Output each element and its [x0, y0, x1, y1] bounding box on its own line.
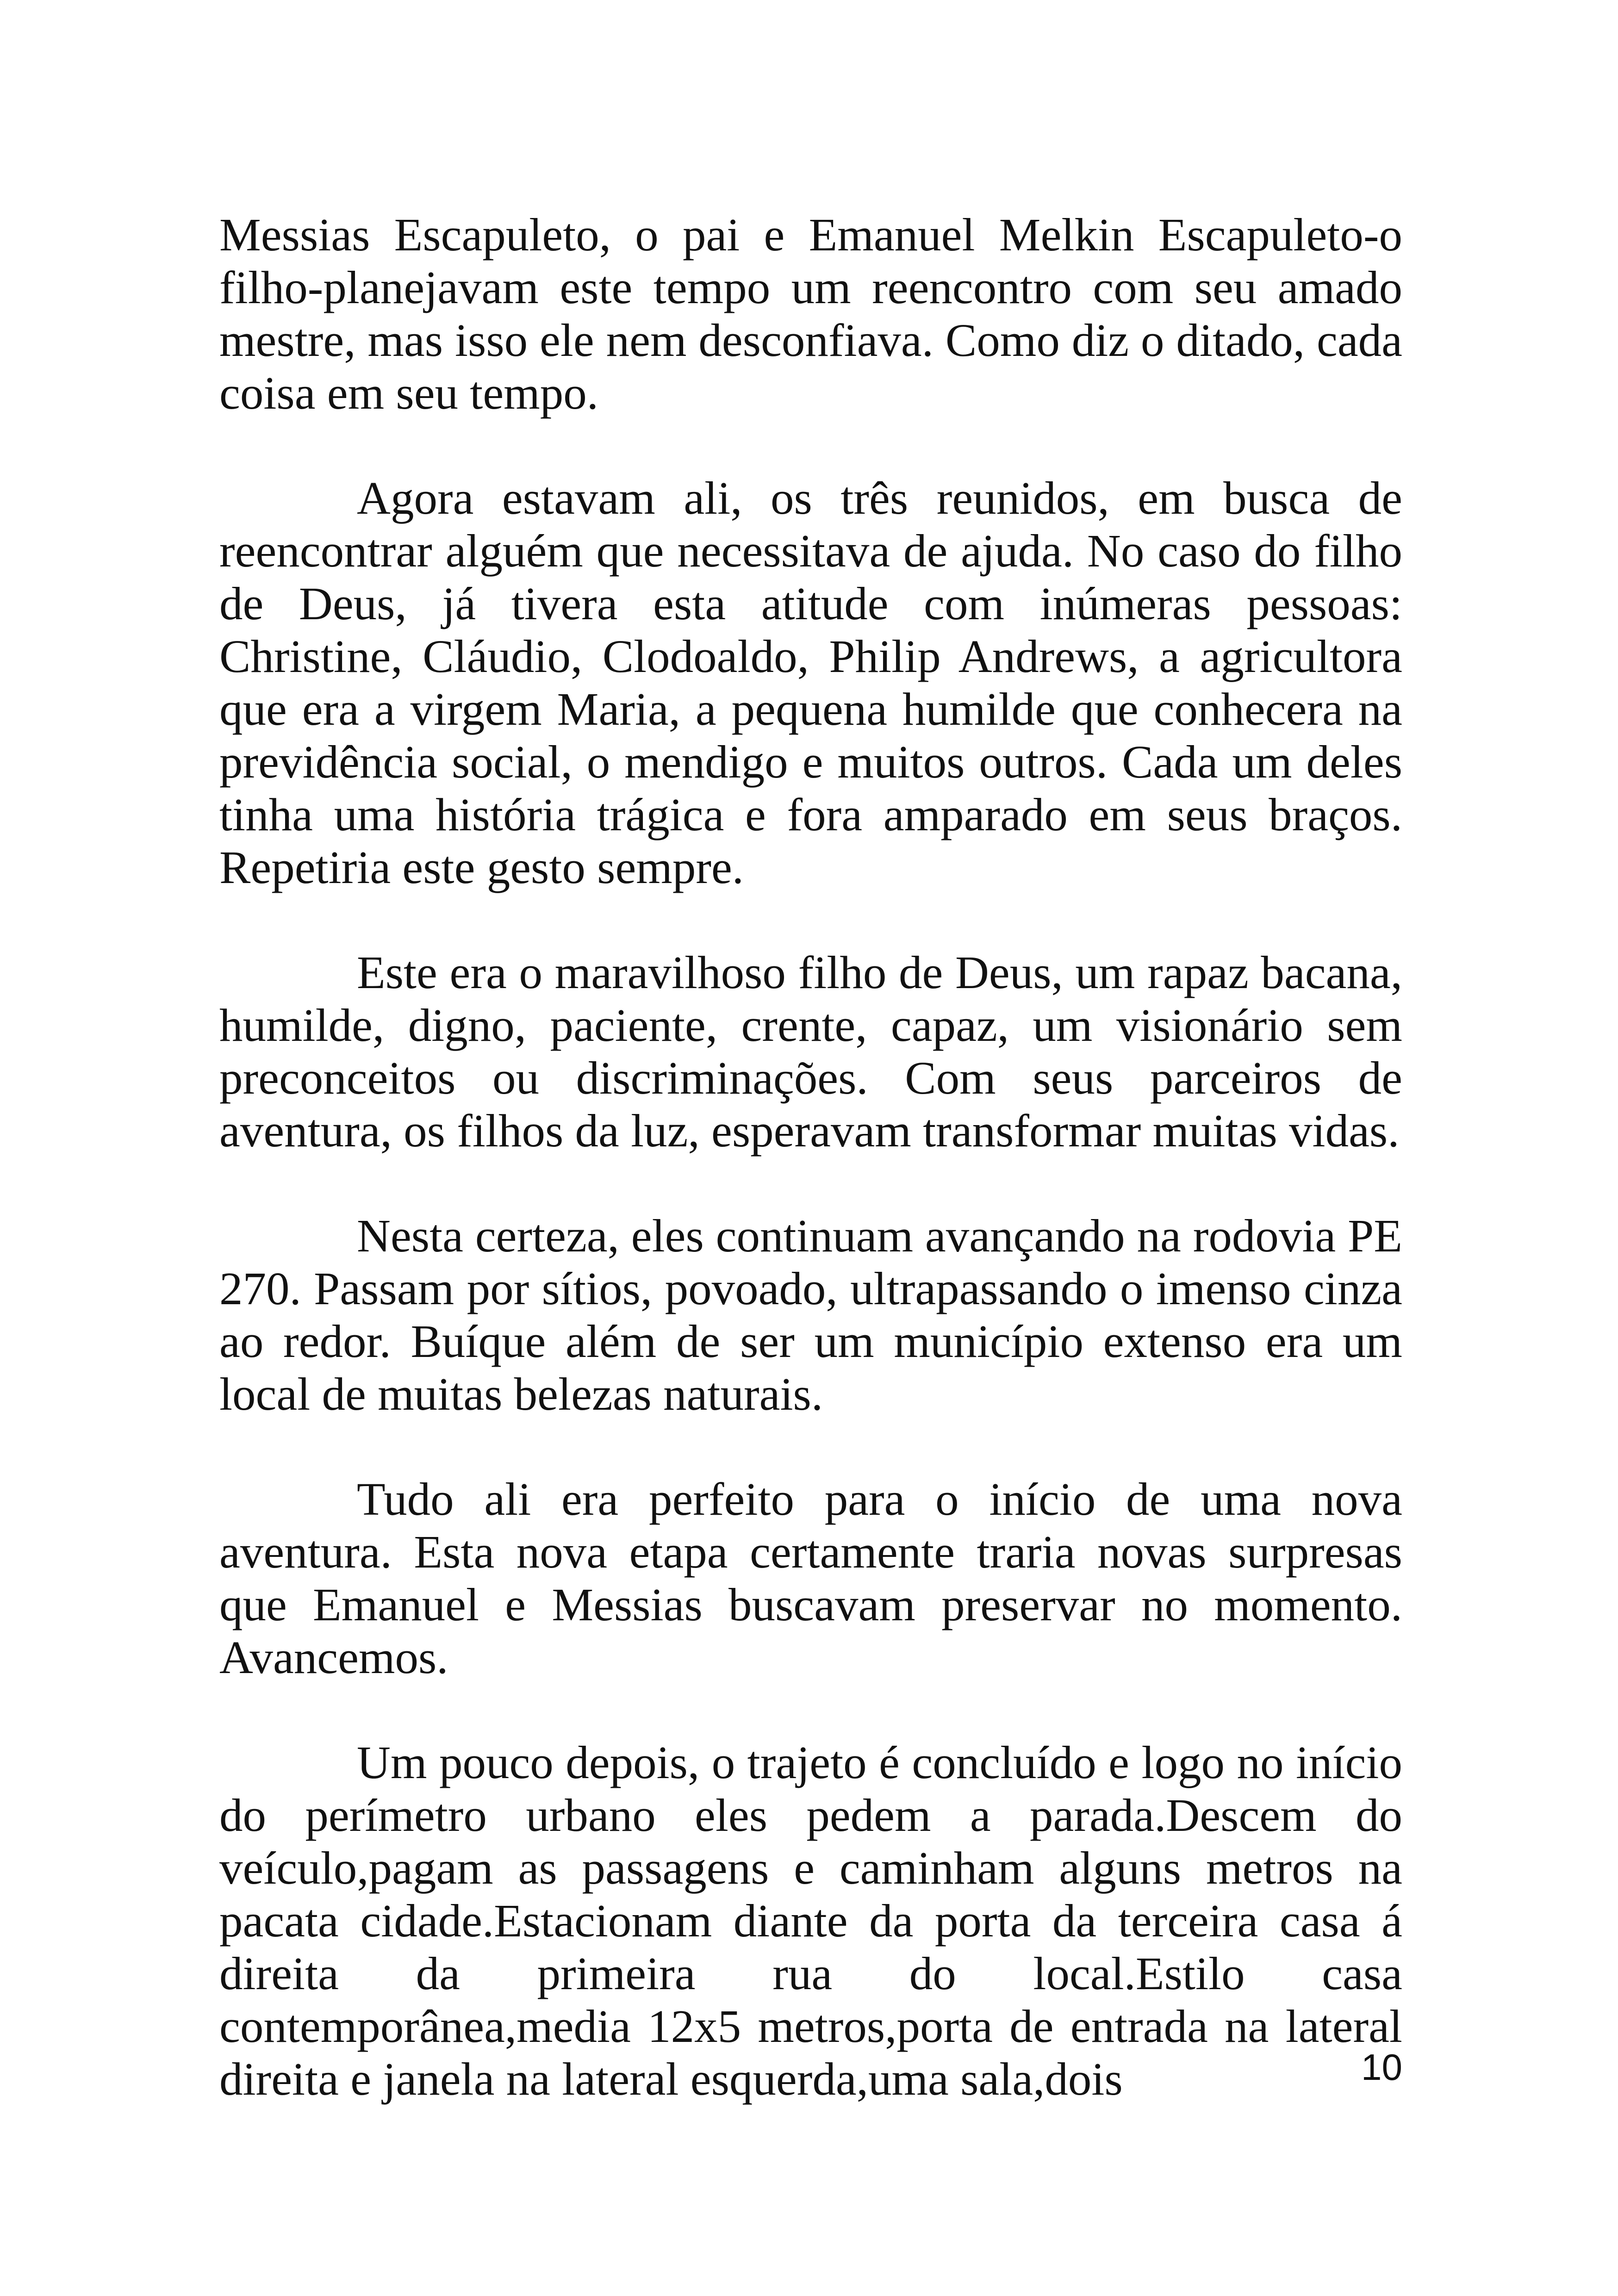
paragraph-6: Um pouco depois, o trajeto é concluído e logo no início do perímetro urbano eles pedem a parada.Descem do veículo,pagam as passagens e caminham alguns metros na pacata cidade.Estacionam diante da porta da terceira casa á direita da primeira rua do local.Estilo casa contemporânea,media 12x5 metros,porta de entrada na lateral direita e janela na lateral esquerda,uma sala,dois [219, 1736, 1402, 2105]
paragraph-3: Este era o maravilhoso filho de Deus, um rapaz bacana, humilde, digno, paciente, crente, capaz, um visionário sem preconceitos ou discriminações. Com seus parceiros de aventura, os filhos da luz, esperavam transformar muitas vidas. [219, 946, 1402, 1157]
paragraph-5: Tudo ali era perfeito para o início de uma nova aventura. Esta nova etapa certamente traria novas surpresas que Emanuel e Messias buscavam preservar no momento. Avancemos. [219, 1473, 1402, 1683]
paragraph-4: Nesta certeza, eles continuam avançando na rodovia PE 270. Passam por sítios, povoado, ultrapassando o imenso cinza ao redor. Buíque além de ser um município extenso era um local de muitas belezas naturais. [219, 1210, 1402, 1420]
page-number: 10 [1361, 2047, 1402, 2088]
paragraph-1: Messias Escapuleto, o pai e Emanuel Melkin Escapuleto-o filho-planejavam este tempo um reencontro com seu amado mestre, mas isso ele nem desconfiava. Como diz o ditado, cada coisa em seu tempo. [219, 209, 1402, 419]
text-body [219, 208, 1402, 2158]
paragraph-2: Agora estavam ali, os três reunidos, em busca de reencontrar alguém que necessitava de ajuda. No caso do filho de Deus, já tivera esta atitude com inúmeras pessoas: Christine, Cláudio, Clodoaldo, Philip Andrews, a agricultora que era a virgem Maria, a pequena humilde que conhecera na previdência social, o mendigo e muitos outros. Cada um deles tinha uma história trágica e fora amparado em seus braços. Repetiria este gesto sempre. [219, 472, 1402, 893]
